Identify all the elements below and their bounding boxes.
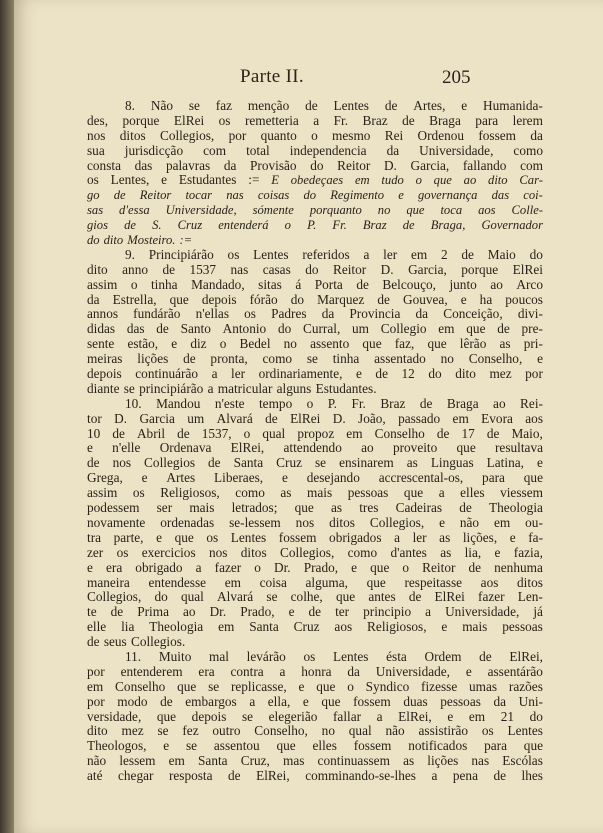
text-line: até chegar resposta de ElRei, comminando-se-lhes a pena de lhes: [87, 768, 543, 784]
text-line: annos fundárão n'ellas os Padres da Provincia da Conceição, divi-: [87, 306, 543, 322]
text-line: da Estrella, que depois fórão do Marquez de Gouvea, e ha poucos: [87, 291, 543, 307]
text-line: 8. Não se faz menção de Lentes de Artes, e Humanida-: [125, 98, 543, 113]
page-header: [14, 66, 603, 90]
text-line: dito anno de 1537 nas casas do Reitor D. Garcia, porque ElRei: [87, 261, 543, 277]
text-line: didas das de Santo Antonio do Curral, um Collegio em que de pre-: [87, 321, 543, 337]
text-line: não lessem em Santa Cruz, mas continuassem as lições nas Escólas: [87, 753, 543, 769]
text-line: podessem ser mais letrados; que as tres Cadeiras de Theologia: [87, 500, 543, 516]
text-line: de nos Collegios de Santa Cruz se ensinarem as Linguas Latina, e: [87, 455, 543, 471]
text-line: nos ditos Collegios, por quanto o mesmo Rei Ordenou fossem da: [87, 127, 543, 143]
text-line: de seus Collegios.: [87, 634, 186, 650]
text-line: 9. Principiárão os Lentes referidos a ler em 2 de Maio do: [125, 246, 543, 262]
text-line: os Lentes, e Estudantes := E obedeçaes em tudo o que ao dito Car-: [87, 172, 543, 188]
text-line: meiras lições de pronta, como se tinha assentado no Conselho, e: [87, 351, 543, 367]
text-line: des, porque ElRei os remetteria a Fr. Braz de Braga para lerem: [87, 112, 543, 128]
text-line: gios de S. Cruz entenderá o P. Fr. Braz de Braga, Governador: [87, 218, 543, 233]
text-line: Theologos, e se assentou que elles fossem notificados para que: [87, 738, 543, 754]
text-line: 10 de Abril de 1537, o qual propoz em Conselho de 17 de Maio,: [87, 425, 543, 441]
running-head: Parte II.: [240, 66, 304, 87]
text-line: sente estão, e diz o Bedel no assento que faz, que lêrão as pri-: [87, 336, 543, 352]
text-line: consta das palavras da Provisão do Reitor D. Garcia, fallando com: [87, 157, 543, 173]
text-line: e era obrigado a fazer o Dr. Prado, e que o Reitor de nenhuma: [87, 559, 543, 575]
text-line: Collegios, do qual Alvará se colhe, que antes de ElRei fazer Len-: [87, 589, 543, 605]
text-line: sas d'essa Universidade, sómente porquanto no que toca aos Colle-: [87, 203, 543, 218]
text-line: do dito Mosteiro. :=: [87, 233, 193, 248]
book-page: [14, 0, 603, 833]
text-line: por entenderem era contra a honra da Universidade, e assentárão: [87, 663, 543, 679]
text-line: depois continuárão a ler ordinariamente, e de 12 do dito mez por: [87, 366, 543, 382]
text-line: elle lia Theologia em Santa Cruz aos Religiosos, e mais pessoas: [87, 619, 543, 635]
page-number: 205: [442, 67, 471, 88]
text-line: go de Reitor tocar nas coisas do Regimento e governança das coi-: [87, 188, 543, 203]
binding-shadow: [0, 0, 14, 833]
text-line: novamente ordenadas se-lessem nos ditos Collegios, e não em ou-: [87, 514, 543, 530]
text-line: diante se principiárão a matricular alguns Estudantes.: [87, 380, 377, 396]
text-line: assim o tinha Mandado, sitas á Porta de Belcouço, junto ao Arco: [87, 276, 543, 292]
text-line: 10. Mandou n'este tempo o P. Fr. Braz de Braga ao Rei-: [125, 395, 543, 411]
text-line: e n'elle Ordenava ElRei, attendendo ao proveito que resultava: [87, 440, 543, 456]
text-line: em Conselho que se replicasse, e que o Syndico fizesse umas razões: [87, 678, 543, 694]
text-line: sua jurisdicção com total independencia da Universidade, como: [87, 142, 543, 158]
text-line: dito mez se fez outro Conselho, no qual não assistirão os Lentes: [87, 723, 543, 739]
text-line: versidade, que depois se elegerião fallar a ElRei, e em 21 do: [87, 708, 543, 724]
text-line: 11. Muito mal levárão os Lentes ésta Ordem de ElRei,: [125, 648, 543, 664]
text-line: te de Prima ao Dr. Prado, e de ter principio a Universidade, já: [87, 604, 543, 620]
body-text: [87, 99, 543, 784]
text-line: Grega, e Artes Liberaes, e desejando accrescental-os, para que: [87, 470, 543, 486]
text-line: tra parte, e que os Lentes fossem obrigados a ler as lições, e fa-: [87, 529, 543, 545]
text-line: por modo de embargos a ella, e que fossem duas pessoas da Uni-: [87, 693, 543, 709]
text-line: tor D. Garcia um Alvará de ElRei D. João, passado em Evora aos: [87, 410, 543, 426]
text-line: assim os Religiosos, como as mais pessoas que a elles viessem: [87, 485, 543, 501]
text-line: maneira entendesse em coisa alguma, que respeitasse aos ditos: [87, 574, 543, 590]
text-line: zer os exercicios nos ditos Collegios, como d'antes as lia, e fazia,: [87, 544, 543, 560]
